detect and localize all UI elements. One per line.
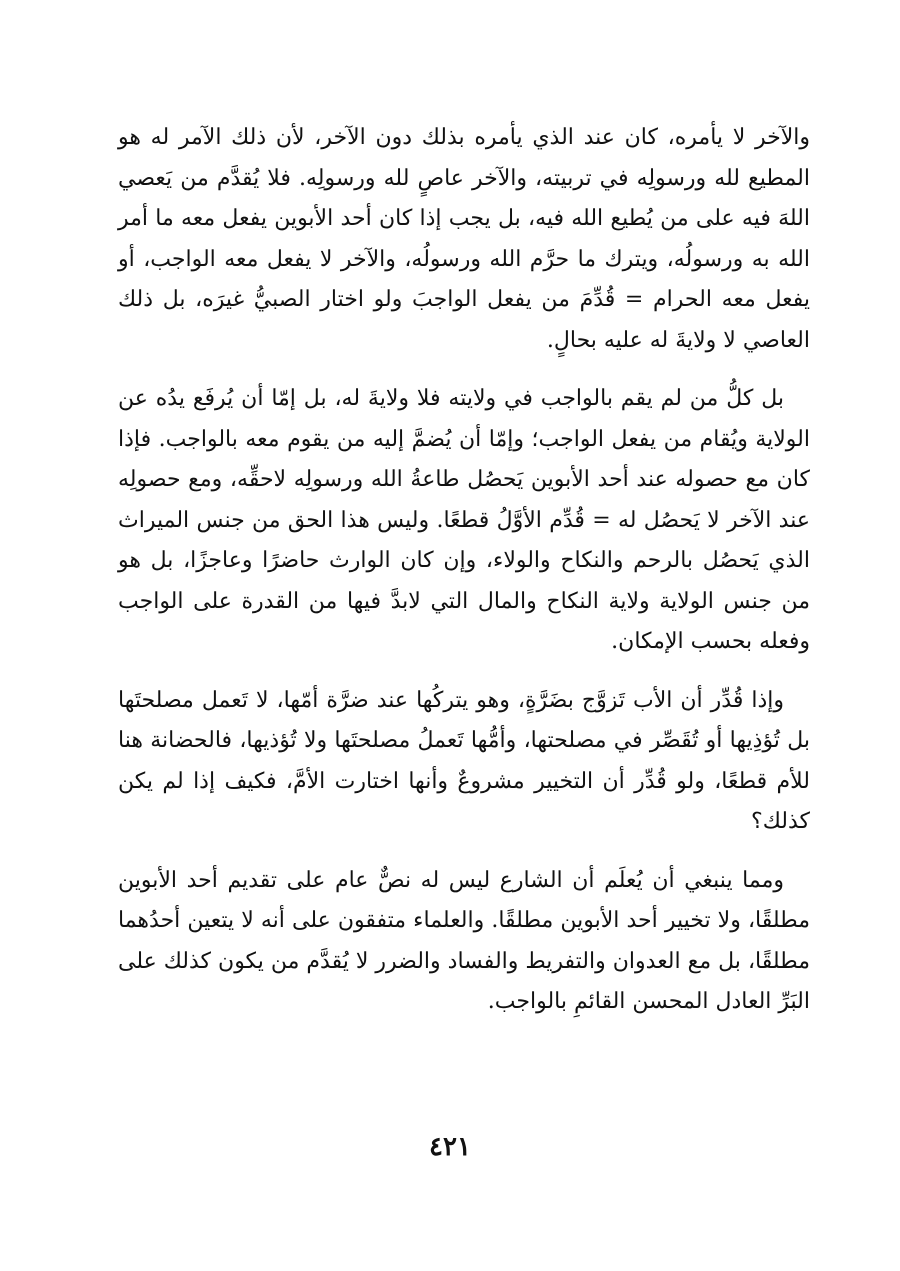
paragraph-2: بل كلُّ من لم يقم بالواجب في ولايته فلا ولايةَ له، بل إمّا أن يُرفَع يدُه عن الولاية ويُقام من يفعل الواجب؛ وإمّا أن يُضمَّ إليه من يقوم معه بالواجب. فإذا كان مع حصوله عند أحد الأبوين يَحصُل طاعةُ الله ورسولِه لاحقِّه، ومع حصولِه عند الآخر لا يَحصُل له = قُدِّم الأوَّلُ قطعًا. وليس هذا الحق من جنس الميراث الذي يَحصُل بالرحم والنكاح والولاء، وإن كان الوارث حاضرًا وعاجزًا، بل هو من جنس الولاية ولاية النكاح والمال التي لابدَّ فيها من القدرة على الواجب وفعله بحسب الإمكان.	[118, 386, 810, 654]
paragraph-4: ومما ينبغي أن يُعلَم أن الشارع ليس له نصٌّ عام على تقديم أحد الأبوين مطلقًا، ولا تخيير أحد الأبوين مطلقًا. والعلماء متفقون على أنه لا يتعين أحدُهما مطلقًا، بل مع العدوان والتفريط والفساد والضرر لا يُقدَّم من يكون كذلك على البَرِّ العادل المحسن القائمِ بالواجب.	[118, 867, 810, 1014]
page-number: ٤٢١	[429, 1132, 471, 1162]
paragraph-3: وإذا قُدِّر أن الأب تَزوَّج بضَرَّةٍ، وهو يتركُها عند ضرَّة أمّها، لا تَعمل مصلحتَها بل تُؤذِيها أو تُقَصِّر في مصلحتها، وأمُّها تَعملُ مصلحتَها ولا تُؤذيها، فالحضانة هنا للأم قطعًا، ولو قُدِّر أن التخيير مشروعٌ وأنها اختارت الأمَّ، فكيف إذا لم يكن كذلك؟	[118, 687, 810, 834]
paragraph-1: والآخر لا يأمره، كان عند الذي يأمره بذلك دون الآخر، لأن ذلك الآمر له هو المطيع لله ورسولِه في تربيته، والآخر عاصٍ لله ورسولِه. فلا يُقدَّم من يَعصي اللهَ فيه على من يُطيع الله فيه، بل يجب إذا كان أحد الأبوين يفعل معه ما أمر الله به ورسولُه، ويترك ما حرَّم الله ورسولُه، والآخر لا يفعل معه الواجب، أو يفعل معه الحرام = قُدِّمَ من يفعل الواجبَ ولو اختار الصبيُّ غيرَه، بل ذلك العاصي لا ولايةَ له عليه بحالٍ.	[118, 125, 810, 353]
body-text	[118, 118, 810, 1041]
